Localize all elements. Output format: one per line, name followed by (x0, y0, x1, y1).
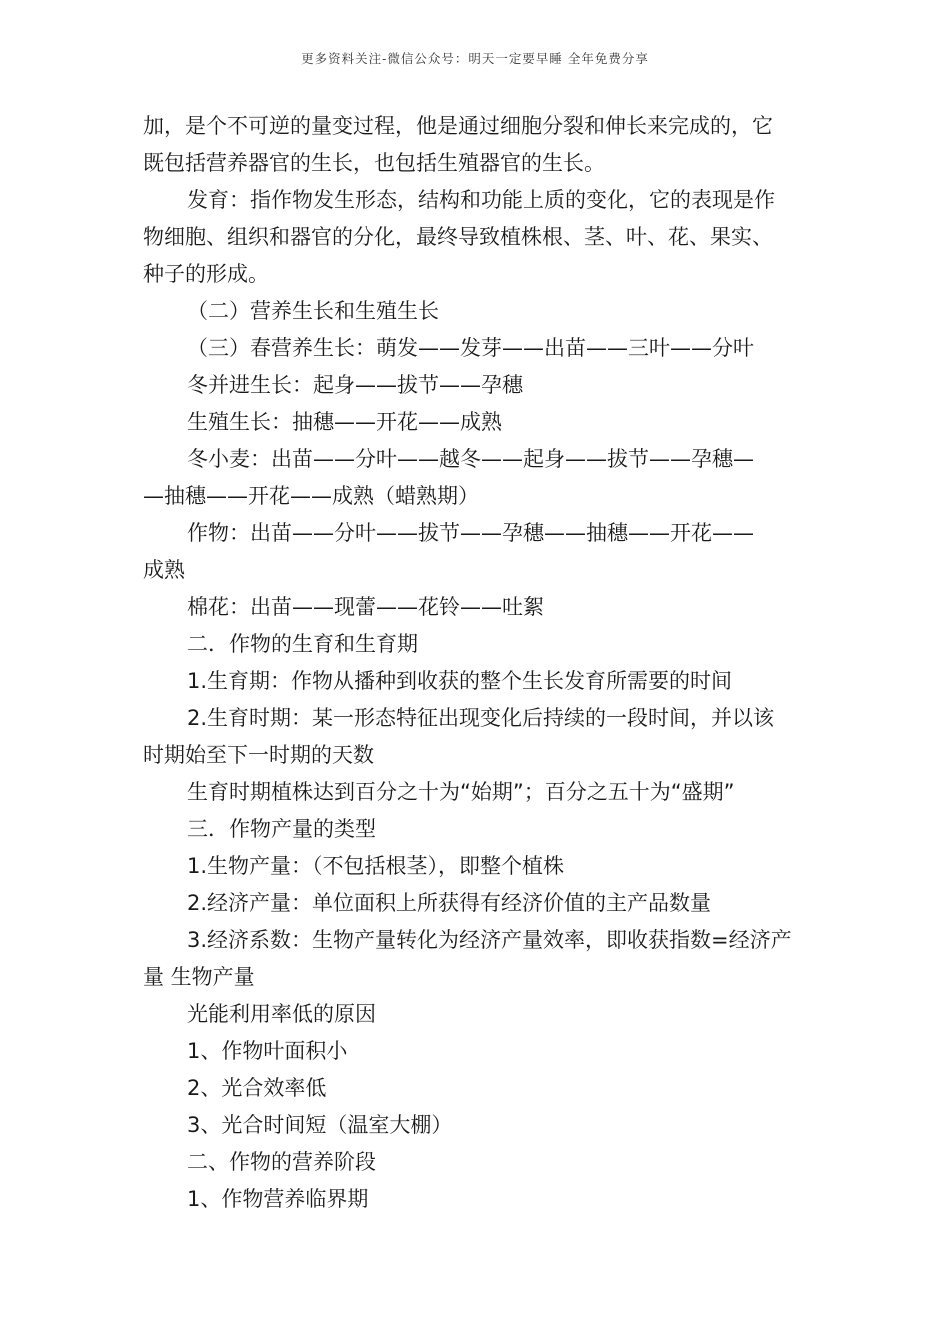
section-heading: （二）营养生长和生殖生长 (187, 299, 439, 323)
text-line: 冬并进生长：起身——拔节——孕穗 (187, 373, 523, 397)
section-heading: 二、作物的营养阶段 (187, 1150, 376, 1174)
text-line: 2.生育时期：某一形态特征出现变化后持续的一段时间，并以该 (187, 706, 775, 730)
text-line: —抽穗——开花——成熟（蜡熟期） (143, 484, 479, 508)
text-line: 生殖生长：抽穗——开花——成熟 (187, 410, 502, 434)
text-line: 棉花：出苗——现蕾——花铃——吐絮 (187, 595, 544, 619)
text-line: 既包括营养器官的生长，也包括生殖器官的生长。 (143, 151, 605, 175)
text-line: 2.经济产量：单位面积上所获得有经济价值的主产品数量 (187, 891, 712, 915)
text-line: 加，是个不可逆的量变过程，他是通过细胞分裂和伸长来完成的，它 (143, 114, 773, 138)
page-header: 更多资料关注-微信公众号：明天一定要早睡 全年免费分享 (301, 51, 649, 66)
list-item: 1、作物营养临界期 (187, 1187, 369, 1211)
text-line: 生育时期植株达到百分之十为“始期”；百分之五十为“盛期” (187, 780, 735, 804)
section-heading: 三．作物产量的类型 (187, 817, 376, 841)
list-item: 2、光合效率低 (187, 1076, 327, 1100)
text-line: （三）春营养生长：萌发——发芽——出苗——三叶——分叶 (187, 336, 754, 360)
text-line: 时期始至下一时期的天数 (143, 743, 374, 767)
list-item: 1、作物叶面积小 (187, 1039, 348, 1063)
text-line: 物细胞、组织和器官的分化，最终导致植株根、茎、叶、花、果实、 (143, 225, 773, 249)
text-line: 冬小麦：出苗——分叶——越冬——起身——拔节——孕穗— (187, 447, 754, 471)
text-line: 量 生物产量 (143, 965, 255, 989)
text-line: 1.生物产量：（不包括根茎），即整个植株 (187, 854, 565, 878)
list-item: 3、光合时间短（温室大棚） (187, 1113, 453, 1137)
text-line: 3.经济系数：生物产量转化为经济产量效率，即收获指数=经济产 (187, 928, 792, 952)
section-heading: 二．作物的生育和生育期 (187, 632, 418, 656)
text-line: 成熟 (143, 558, 185, 582)
text-line: 发育：指作物发生形态，结构和功能上质的变化，它的表现是作 (187, 188, 775, 212)
text-line: 光能利用率低的原因 (187, 1002, 376, 1026)
text-line: 1.生育期：作物从播种到收获的整个生长发育所需要的时间 (187, 669, 733, 693)
text-line: 种子的形成。 (143, 262, 269, 286)
document-body (143, 108, 807, 1218)
text-line: 作物：出苗——分叶——拔节——孕穗——抽穗——开花—— (187, 521, 754, 545)
